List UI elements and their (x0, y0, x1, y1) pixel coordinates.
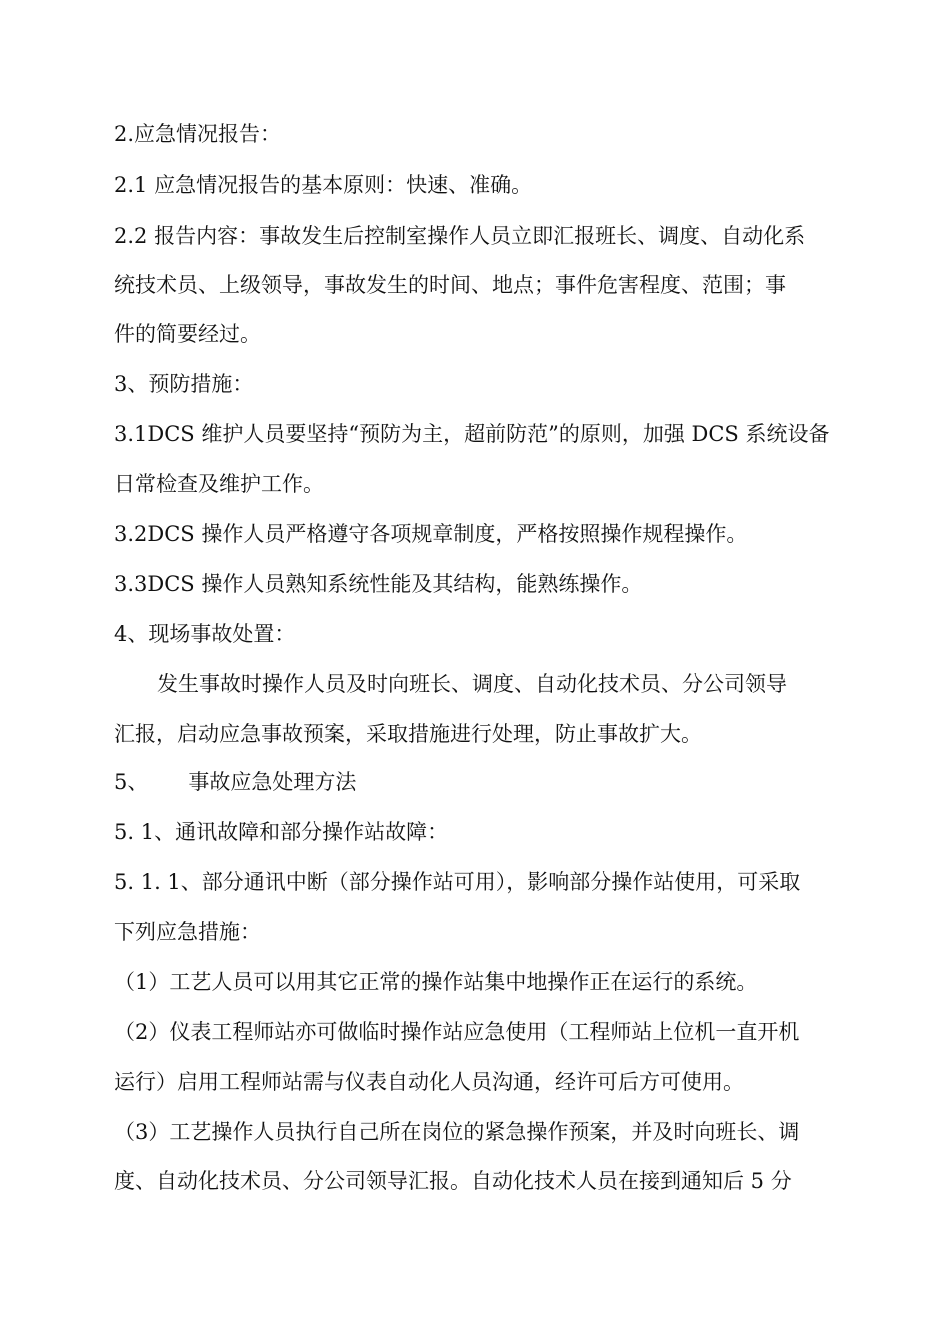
list-item-3-line-1: （3）工艺操作人员执行自己所在岗位的紧急操作预案，并及时向班长、调 (114, 1120, 800, 1144)
paragraph-partial-interruption-line-2: 下列应急措施： (114, 920, 261, 944)
paragraph-prevention-3-2: 3.2DCS 操作人员严格遵守各项规章制度，严格按照操作规程操作。 (114, 522, 748, 546)
paragraph-prevention-3-3: 3.3DCS 操作人员熟知系统性能及其结构，能熟练操作。 (114, 572, 643, 596)
paragraph-report-content-line-3: 件的简要经过。 (114, 322, 261, 346)
paragraph-report-content-line-1: 2.2 报告内容：事故发生后控制室操作人员立即汇报班长、调度、自动化系 (114, 224, 806, 248)
paragraph-report-principle: 2.1 应急情况报告的基本原则：快速、准确。 (114, 173, 533, 197)
heading-emergency-methods: 5、 事故应急处理方法 (114, 770, 357, 794)
paragraph-partial-interruption-line-1: 5. 1. 1、部分通讯中断（部分操作站可用），影响部分操作站使用，可采取 (114, 870, 801, 894)
list-item-2-line-2: 运行）启用工程师站需与仪表自动化人员沟通，经许可后方可使用。 (114, 1070, 744, 1094)
list-item-2-line-1: （2）仪表工程师站亦可做临时操作站应急使用（工程师站上位机一直开机 (114, 1020, 800, 1044)
paragraph-onsite-handling-line-2: 汇报，启动应急事故预案，采取措施进行处理，防止事故扩大。 (114, 722, 702, 746)
heading-prevention-measures: 3、预防措施： (114, 372, 254, 396)
list-item-1: （1）工艺人员可以用其它正常的操作站集中地操作正在运行的系统。 (114, 970, 758, 994)
list-item-3-line-2: 度、自动化技术员、分公司领导汇报。自动化技术人员在接到通知后 5 分 (114, 1169, 792, 1193)
paragraph-prevention-3-1-line-2: 日常检查及维护工作。 (114, 472, 324, 496)
paragraph-prevention-3-1-line-1: 3.1DCS 维护人员要坚持“预防为主，超前防范”的原则，加强 DCS 系统设备 (114, 422, 830, 446)
heading-emergency-report: 2.应急情况报告： (114, 122, 282, 146)
paragraph-onsite-handling-line-1: 发生事故时操作人员及时向班长、调度、自动化技术员、分公司领导 (157, 672, 787, 696)
heading-communication-fault: 5. 1、通讯故障和部分操作站故障： (114, 820, 449, 844)
paragraph-report-content-line-2: 统技术员、上级领导，事故发生的时间、地点；事件危害程度、范围；事 (114, 273, 786, 297)
heading-onsite-handling: 4、现场事故处置： (114, 622, 296, 646)
